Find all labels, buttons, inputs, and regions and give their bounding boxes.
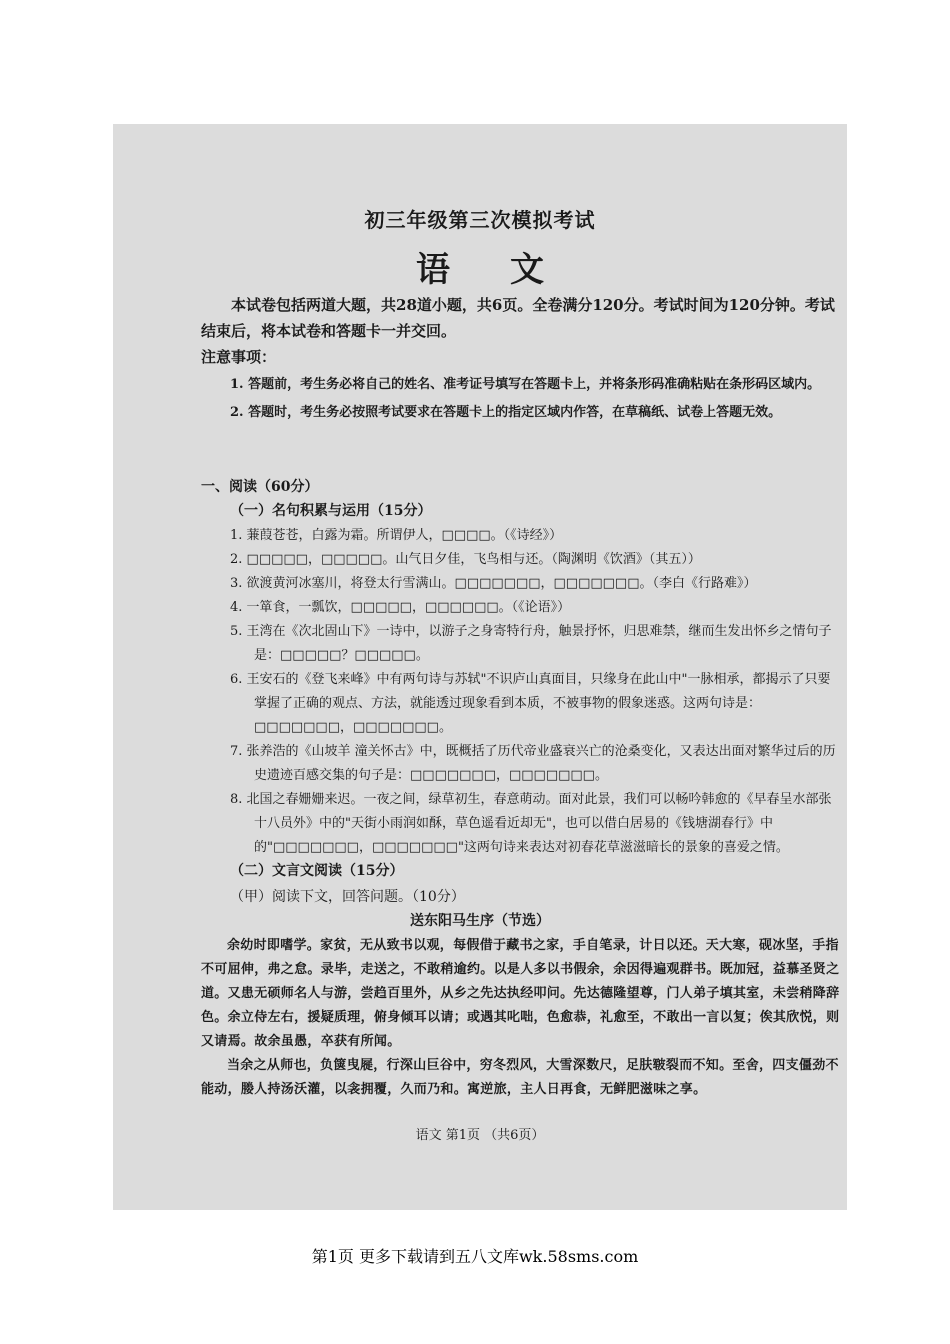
notes-title: 注意事项： <box>201 348 277 366</box>
question-list <box>230 524 842 860</box>
question-item: 5. 王湾在《次北固山下》一诗中，以游子之身寄特行舟，触景抒怀，归思难禁，继而生发出怀乡之情句子是：□□□□□？□□□□□。 <box>230 624 832 663</box>
question-item: 4. 一箪食，一瓢饮，□□□□□，□□□□□□。（《论语》） <box>230 600 571 615</box>
document-footer: 第1页 更多下载请到五八文库wk.58sms.com <box>311 1247 639 1266</box>
passage-text <box>201 934 841 1102</box>
passage-paragraph: 余幼时即嗜学。家贫，无从致书以观，每假借于藏书之家，手自笔录，计日以还。天大寒，砚冰坚，手指不可屈伸，弗之怠。录毕，走送之，不敢稍逾约。以是人多以书假余，余因得遍观群书。既加冠，益慕圣贤之道。又患无硕师名人与游，尝趋百里外，从乡之先达执经叩问。先达德隆望尊，门人弟子填其室，未尝稍降辞色。余立侍左右，援疑质理，俯身倾耳以请；或遇其叱咄，色愈恭，礼愈至，不敢出一言以复；俟其欣悦，则又请焉。故余虽愚，卒获有所闻。 <box>201 938 840 1049</box>
question-item: 3. 欲渡黄河冰塞川，将登太行雪满山。□□□□□□□，□□□□□□□。（李白《行路难》） <box>230 576 757 591</box>
question-item: 6. 王安石的《登飞来峰》中有两句诗与苏轼"不识庐山真面目，只缘身在此山中"一脉相承，都揭示了只要掌握了正确的观点、方法，就能透过现象看到本质，不被事物的假象迷惑。这两句诗是：□□□□□□□，□□□□□□□。 <box>230 672 831 735</box>
part-title: （一）名句积累与运用（15分） <box>230 503 432 519</box>
question-item: 7. 张养浩的《山坡羊 潼关怀古》中，既概括了历代帝业盛衰兴亡的沧桑变化，又表达出面对繁华过后的历史遗迹百感交集的句子是：□□□□□□□，□□□□□□□。 <box>230 744 836 783</box>
part-subtitle: （甲）阅读下文，回答问题。（10分） <box>230 889 465 905</box>
exam-title: 初三年级第三次模拟考试 <box>364 208 596 232</box>
part-title: （二）文言文阅读（15分） <box>230 863 404 879</box>
note-item: 1. 答题前，考生务必将自己的姓名、准考证号填写在答题卡上，并将条形码准确粘贴在条形码区域内。 <box>230 377 821 392</box>
page-number-footer: 语文 第1页 （共6页） <box>415 1128 545 1143</box>
exam-intro: 本试卷包括两道大题，共28道小题，共6页。全卷满分120分。考试时间为120分钟。考试结束后，将本试卷和答题卡一并交回。 <box>201 296 835 340</box>
question-item: 2. □□□□□，□□□□□。山气日夕佳，飞鸟相与还。（陶渊明《饮酒》（其五）） <box>230 552 701 567</box>
subject-title: 语文 <box>416 250 604 290</box>
question-item: 8. 北国之春姗姗来迟。一夜之间，绿草初生，春意萌动。面对此景，我们可以畅吟韩愈的《早春呈水部张十八员外》中的"天街小雨润如酥，草色遥看近却无"，也可以借白居易的《钱塘湖春行》中的"□□□□□□□，□□□□□□□"这两句诗来表达对初春花草滋滋暗长的景象的喜爱之情。 <box>230 792 832 855</box>
question-item: 1. 蒹葭苍苍，白露为霜。所谓伊人，□□□□。（《诗经》） <box>230 528 563 543</box>
scanned-page <box>113 124 847 1210</box>
note-item: 2. 答题时，考生务必按照考试要求在答题卡上的指定区域内作答，在草稿纸、试卷上答题无效。 <box>230 405 782 420</box>
passage-paragraph: 当余之从师也，负箧曳屣，行深山巨谷中，穷冬烈风，大雪深数尺，足肤皲裂而不知。至舍，四支僵劲不能动，媵人持汤沃灌，以衾拥覆，久而乃和。寓逆旅，主人日再食，无鲜肥滋味之享。 <box>201 1058 839 1097</box>
passage-title: 送东阳马生序（节选） <box>410 913 550 929</box>
notes-list <box>230 372 842 428</box>
section-title: 一、阅读（60分） <box>201 479 319 495</box>
